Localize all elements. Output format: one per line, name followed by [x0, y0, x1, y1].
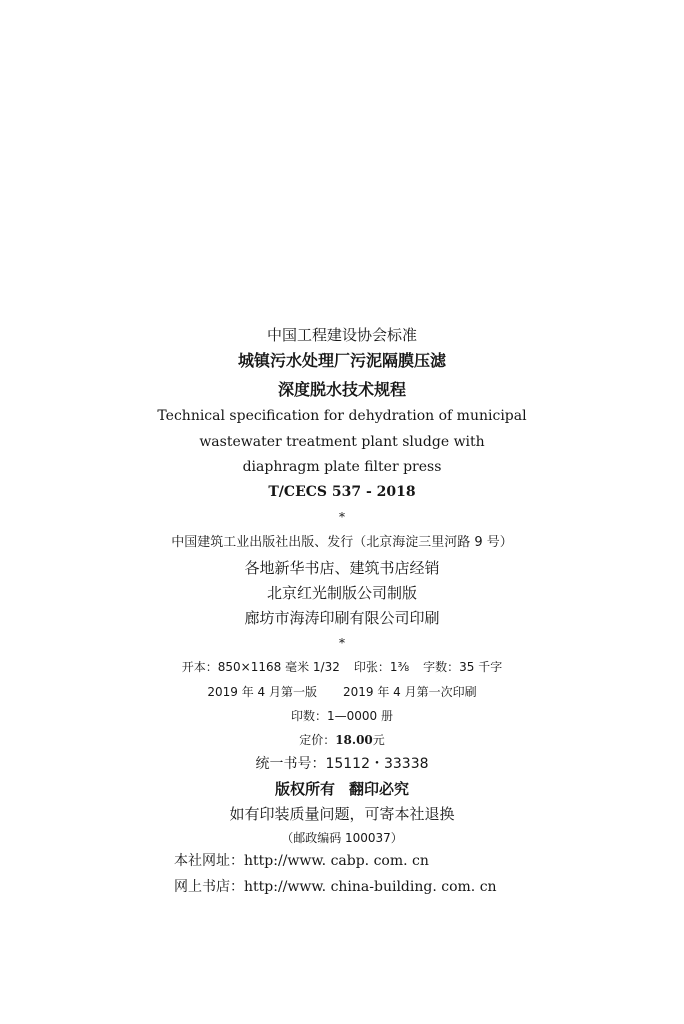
- website-label: 本社网址：: [174, 853, 244, 869]
- return-notice: 如有印装质量问题，可寄本社退换: [229, 805, 455, 823]
- association-standard-label: 中国工程建设协会标准: [266, 326, 417, 344]
- bookstore-label: 网上书店：: [174, 879, 244, 895]
- distributor-line: 各地新华书店、建筑书店经销: [244, 559, 440, 577]
- price-label: 定价：: [299, 733, 336, 747]
- title-en-line-2: wastewater treatment plant sludge with: [199, 434, 485, 450]
- postcode: （邮政编码 100037）: [281, 831, 403, 845]
- rights-line: [0, 782, 684, 797]
- price-value: 18.00: [335, 733, 373, 747]
- title-zh-line-2: 深度脱水技术规程: [277, 380, 406, 399]
- piracy-notice: 翻印必究: [349, 780, 410, 798]
- title-en-line-1: Technical specification for dehydration of municipal: [157, 408, 527, 424]
- online-bookstore: [174, 880, 654, 894]
- printing-date: 2019 年 4 月第一次印刷: [343, 685, 477, 699]
- book-number: 统一书号：15112・33338: [255, 756, 429, 772]
- format-specs-line: [0, 661, 684, 673]
- copyright-notice: 版权所有: [274, 780, 335, 798]
- separator-star-top: *: [339, 510, 345, 524]
- website-url[interactable]: http://www. cabp. com. cn: [244, 853, 429, 869]
- publisher-line: 中国建筑工业出版社出版、发行（北京海淀三里河路 9 号）: [171, 535, 513, 550]
- word-count: 字数：35 千字: [423, 660, 503, 674]
- price-unit: 元: [372, 733, 385, 747]
- edition-line: [0, 686, 684, 698]
- publisher-website: [174, 854, 654, 868]
- title-zh-line-1: 城镇污水处理厂污泥隔膜压滤: [237, 351, 446, 370]
- title-en-line-3: diaphragm plate filter press: [242, 459, 442, 475]
- format-size: 开本：850×1168 毫米 1/32: [181, 660, 340, 674]
- price-line: [0, 734, 684, 746]
- typesetter-line: 北京红光制版公司制版: [266, 584, 417, 602]
- print-run: 印数：1—0000 册: [291, 709, 393, 723]
- print-sheets: 印张：1⅜: [353, 660, 410, 674]
- printer-line: 廊坊市海涛印刷有限公司印刷: [244, 609, 440, 627]
- standard-code: T/CECS 537 - 2018: [268, 484, 416, 500]
- edition-date: 2019 年 4 月第一版: [207, 685, 317, 699]
- separator-star-bottom: *: [339, 636, 345, 650]
- bookstore-url[interactable]: http://www. china-building. com. cn: [244, 879, 497, 895]
